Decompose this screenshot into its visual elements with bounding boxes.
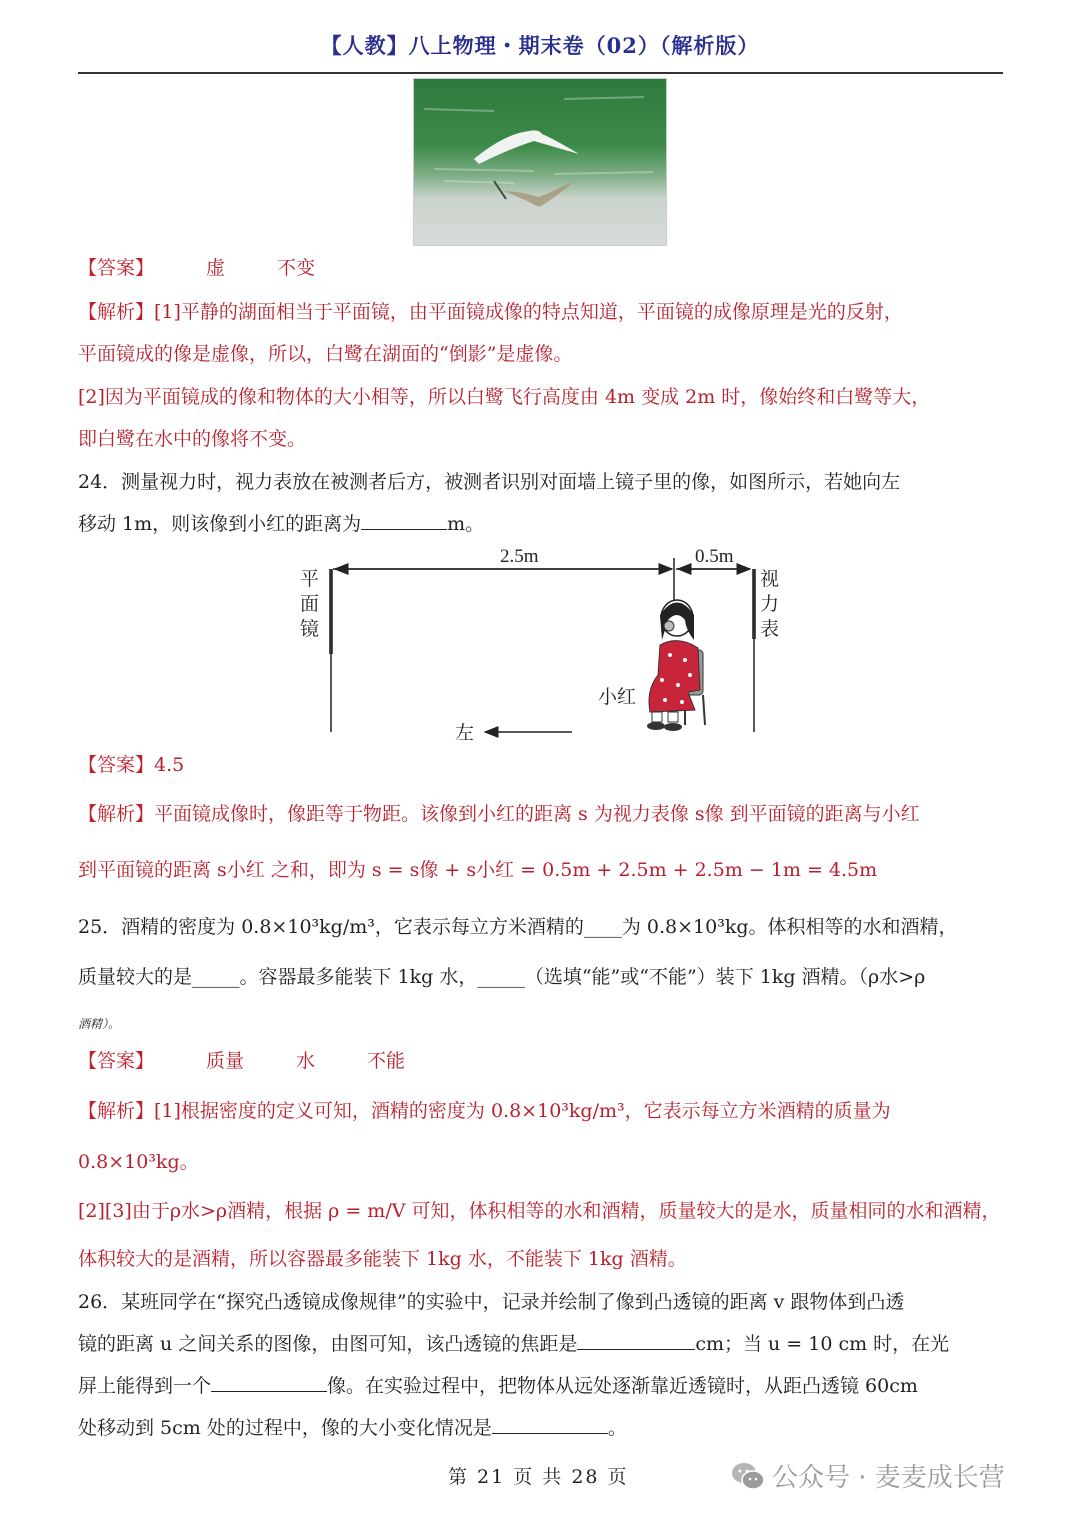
question-text: 移动 1m，则该像到小红的距离为	[78, 513, 362, 535]
q26-question-line-4	[78, 1414, 627, 1442]
question-text: 处移动到 5cm 处的过程中，像的大小变化情况是	[78, 1417, 492, 1439]
answer-blank[interactable]	[577, 1331, 695, 1350]
q25-analysis-line-3: [2][3]由于ρ水>ρ酒精，根据 ρ = m/V 可知，体积相等的水和酒精，质量较大的是水，质量相同的水和酒精，	[78, 1200, 1001, 1222]
analysis-label: 【解析】	[78, 803, 155, 825]
question-text: 。	[607, 1417, 627, 1439]
svg-text:视: 视	[760, 569, 780, 590]
q24-answer-row	[78, 751, 184, 779]
q26-question-line-3	[78, 1372, 918, 1400]
q24-answer: 4.5	[154, 754, 185, 776]
q23-answer-row	[78, 254, 315, 282]
distance-label-0-5m: 0.5m	[695, 546, 734, 567]
direction-label: 左	[455, 723, 475, 744]
girl-on-chair-illustration	[647, 600, 705, 731]
person-label: 小红	[598, 687, 637, 708]
q24-analysis-line-2: 到平面镜的距离 s小红 之和，即为 s = s像 + s小红 = 0.5m + 2.5m + 2.5m − 1m = 4.5m	[78, 859, 878, 881]
wechat-icon	[730, 1460, 766, 1492]
vision-test-diagram	[290, 540, 790, 750]
q23-analysis-line-1	[78, 298, 903, 326]
question-text: m。	[447, 513, 485, 535]
answer-blank[interactable]	[492, 1415, 608, 1434]
analysis-text: 平面镜成像时，像距等于物距。该像到小红的距离 s 为视力表像 s像 到平面镜的距离与小红	[154, 803, 920, 825]
q25-question-line-3: 酒精）。	[78, 1017, 121, 1031]
page-number: 第 21 页 共 28 页	[448, 1466, 629, 1488]
egret-illustration	[414, 79, 666, 245]
q25-analysis-line-2: 0.8×10³kg。	[78, 1151, 199, 1173]
q23-answer-2: 不变	[277, 257, 316, 279]
svg-text:镜: 镜	[300, 619, 320, 640]
question-text: 像。在实验过程中，把物体从远处逐渐靠近透镜时，从距凸透镜 60cm	[327, 1375, 918, 1397]
q23-analysis-line-3: [2]因为平面镜成的像和物体的大小相等，所以白鹭飞行高度由 4m 变成 2m 时，像始终和白鹭等大，	[78, 386, 931, 408]
egret-photo	[413, 78, 667, 246]
watermark-text: 公众号 · 麦麦成长营	[772, 1463, 1005, 1493]
svg-text:平: 平	[300, 569, 320, 590]
q25-answer-3: 不能	[367, 1050, 406, 1072]
svg-text:面: 面	[300, 594, 320, 615]
q26-question-line-2	[78, 1330, 949, 1358]
question-text: cm；当 u = 10 cm 时，在光	[695, 1333, 950, 1355]
svg-text:力: 力	[760, 594, 780, 615]
q25-answer-2: 水	[296, 1050, 316, 1072]
document-header-title: 【人教】八上物理・期末卷（02）（解析版）	[320, 33, 760, 58]
q23-answer-1: 虚	[206, 257, 226, 279]
q25-question-line-1: 25．酒精的密度为 0.8×10³kg/m³，它表示每立方米酒精的____为 0.8×10³kg。体积相等的水和酒精，	[78, 916, 958, 938]
q25-answer-row	[78, 1047, 405, 1075]
q24-question-line-1: 24．测量视力时，视力表放在被测者后方，被测者识别对面墙上镜子里的像，如图所示，若她向左	[78, 471, 901, 493]
answer-blank[interactable]	[361, 511, 447, 530]
q25-answer-1: 质量	[206, 1050, 245, 1072]
header-divider	[78, 72, 1003, 74]
q23-analysis-line-4: 即白鹭在水中的像将不变。	[78, 428, 307, 450]
answer-blank[interactable]	[211, 1373, 327, 1392]
answer-label: 【答案】	[78, 1050, 155, 1072]
question-text: 镜的距离 u 之间关系的图像，由图可知，该凸透镜的焦距是	[78, 1333, 578, 1355]
svg-text:表: 表	[760, 619, 780, 640]
answer-label: 【答案】	[78, 257, 155, 279]
analysis-text: [1]平静的湖面相当于平面镜，由平面镜成像的特点知道，平面镜的成像原理是光的反射，	[154, 301, 903, 323]
q24-analysis-line-1	[78, 800, 920, 828]
q26-question-line-1: 26．某班同学在“探究凸透镜成像规律”的实验中，记录并绘制了像到凸透镜的距离 v 跟物体到凸透	[78, 1291, 905, 1313]
distance-label-2-5m: 2.5m	[500, 546, 539, 567]
q24-question-line-2	[78, 510, 484, 538]
q25-question-line-2: 质量较大的是_____。容器最多能装下 1kg 水，_____（选填“能”或“不能”）装下 1kg 酒精。（ρ水>ρ	[78, 966, 926, 988]
answer-label: 【答案】	[78, 754, 155, 776]
q25-analysis-line-4: 体积较大的是酒精，所以容器最多能装下 1kg 水，不能装下 1kg 酒精。	[78, 1248, 687, 1270]
q23-analysis-line-2: 平面镜成的像是虚像，所以，白鹭在湖面的“倒影”是虚像。	[78, 343, 573, 365]
watermark	[730, 1457, 1005, 1494]
analysis-label: 【解析】	[78, 301, 155, 323]
analysis-label: 【解析】	[78, 1100, 155, 1122]
analysis-text: [1]根据密度的定义可知，酒精的密度为 0.8×10³kg/m³，它表示每立方米酒精的质量为	[154, 1100, 891, 1122]
question-text: 屏上能得到一个	[78, 1375, 212, 1397]
q25-analysis-line-1	[78, 1097, 891, 1125]
